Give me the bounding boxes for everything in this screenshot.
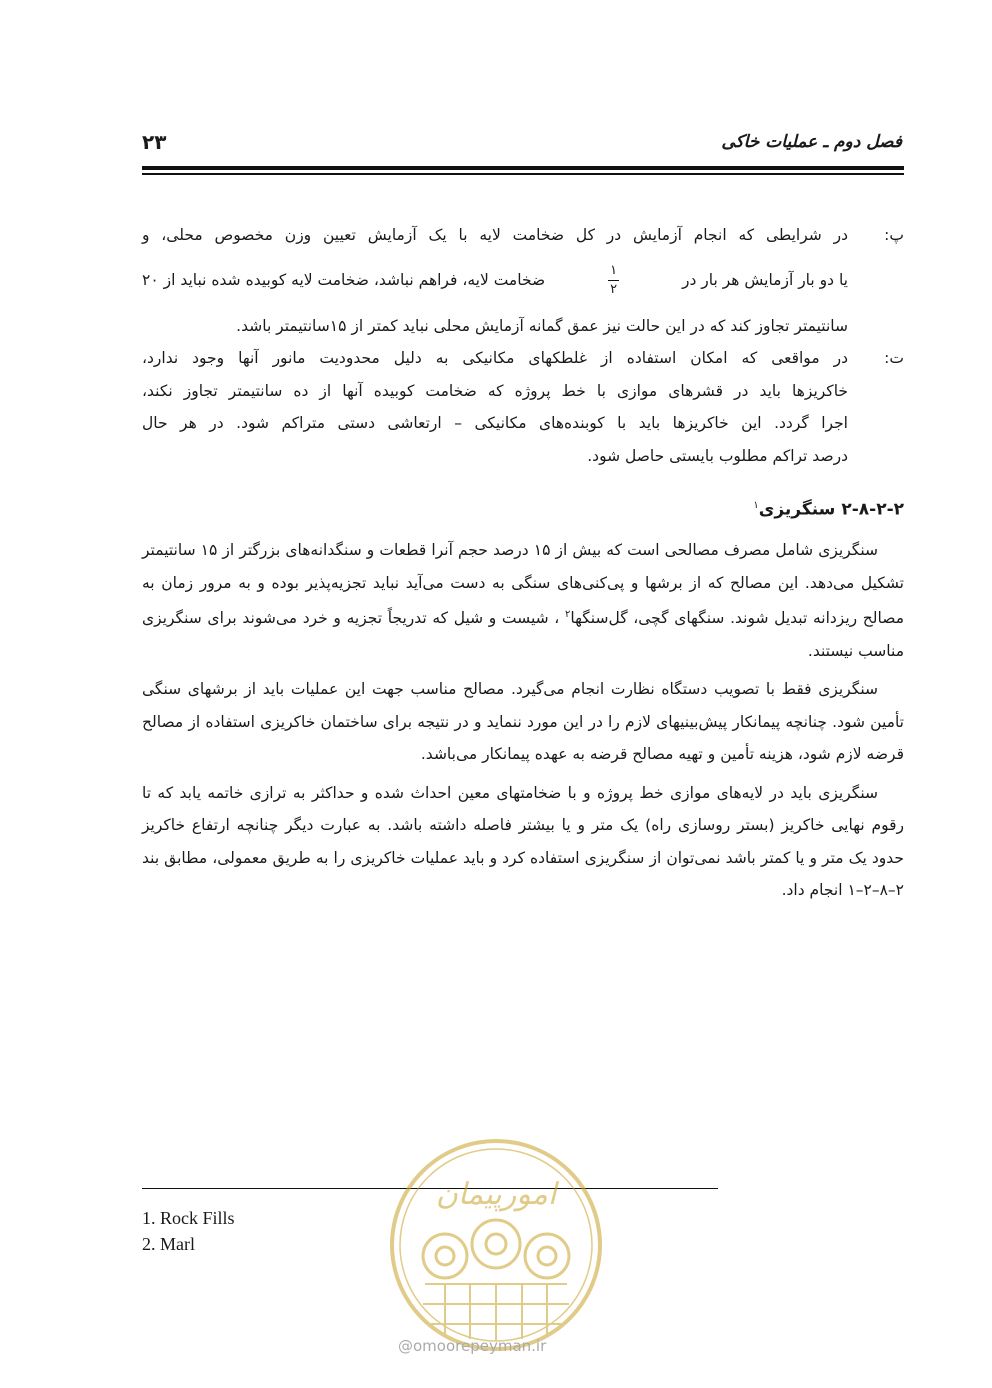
page-number: ۲۳: [142, 130, 167, 154]
item-text: ضخامت لایه، فراهم نباشد، ضخامت لایه کوبیده شده نباید از ۲۰: [142, 271, 546, 290]
list-item-te: [142, 342, 904, 472]
item-label: ت:: [884, 349, 904, 367]
header-rule-thin: [142, 173, 904, 175]
footnote: 2. Marl: [142, 1234, 195, 1254]
item-line: خاکریزها باید در قشرهای موازی با خط پروژه که ضخامت کوبیده آنها از ده سانتیمتر تجاوز نکند،: [142, 381, 848, 400]
header-rule-thick: [142, 166, 904, 170]
item-line: سانتیمتر تجاوز کند که در این حالت نیز عمق گمانه آزمایش محلی نباید کمتر از ۱۵سانتیمتر باشد.: [236, 316, 848, 335]
item-label: پ:: [884, 226, 904, 244]
item-line: در مواقعی که امکان استفاده از غلطکهای مکانیکی به دلیل محدودیت مانور آنها وجود ندارد،: [142, 349, 848, 367]
item-line: در شرایطی که انجام آزمایش در کل ضخامت لایه با یک آزمایش تعیین وزن مخصوص محلی، و: [142, 226, 848, 244]
section-title: سنگریزی: [758, 499, 836, 520]
paragraph: [142, 534, 904, 667]
section-heading: [142, 490, 904, 526]
item-line: درصد تراکم مطلوب بایستی حاصل شود.: [587, 446, 848, 465]
fraction-denominator: ۲: [610, 282, 618, 297]
watermark-url: @omoorepeyman.ir: [398, 1337, 547, 1355]
footnote-ref: ۲: [564, 609, 571, 621]
fraction-one-half: [608, 264, 619, 297]
watermark-logo-icon: [385, 1134, 607, 1356]
footnotes: [142, 1205, 235, 1257]
item-line: اجرا گردد. این خاکریزها باید با کوبنده‌های مکانیکی – ارتعاشی دستی متراکم شود. در هر حال: [142, 414, 848, 432]
footnote-ref: ۱: [753, 500, 759, 511]
chapter-title: فصل دوم ـ عملیات خاکی: [721, 132, 902, 152]
paragraph-text: سنگریزی شامل مصرف مصالحی است که بیش از ۱۵ درصد حجم آنرا قطعات و سنگدانه‌های بزرگتر از ۱۵ سانتیمتر تشکیل می‌دهد. این مصالح که از برشها و پی‌کنی‌های سنگی به دست می‌آید نباید تجزیه‌پذیر بوده و به مرور زمان به مصالح ریزدانه تبدیل شوند. سنگهای گچی، گل‌سنگها: [142, 541, 904, 628]
fraction-bar: [608, 280, 619, 281]
fraction-numerator: ۱: [610, 263, 618, 278]
list-item-pe: [142, 219, 904, 342]
section-number: ۲-۸-۲-۲: [841, 499, 904, 520]
item-text: یا دو بار آزمایش هر بار در: [681, 271, 848, 290]
main-content: [142, 219, 904, 913]
paragraph: سنگریزی فقط با تصویب دستگاه نظارت انجام می‌گیرد. مصالح مناسب جهت این عملیات باید از برشهای سنگی تأمین شود. چنانچه پیمانکار پیش‌بینیهای لازم را در این مورد ننماید و در نتیجه برای ساختمان خاکریزی استفاده از مصالح قرضه لازم شود، هزینه تأمین و تهیه مصالح قرضه به عهده پیمانکار می‌باشد.: [142, 680, 904, 764]
paragraph: سنگریزی باید در لایه‌های موازی خط پروژه و با ضخامتهای معین احداث شده و حداکثر به ترازی خاتمه یابد که تا رقوم نهایی خاکریز (بستر روسازی راه) یک متر و یا بیشتر فاصله داشته باشد. به عبارت دیگر چنانچه ارتفاع خاکریز حدود یک متر و یا کمتر باشد نمی‌توان از سنگریزی استفاده کرد و باید عملیات خاکریزی را به طریق معمولی، مطابق بند ۲–۸–۲–۱ انجام داد.: [142, 783, 904, 900]
footnote: 1. Rock Fills: [142, 1208, 235, 1228]
svg-text:امورپیمان: امورپیمان: [435, 1177, 557, 1212]
paragraph-text: ، شیست و شیل که تدریجاً تجزیه و خرد می‌شوند برای سنگریزی مناسب نیستند.: [142, 609, 904, 660]
item-line-with-fraction: [142, 252, 848, 310]
